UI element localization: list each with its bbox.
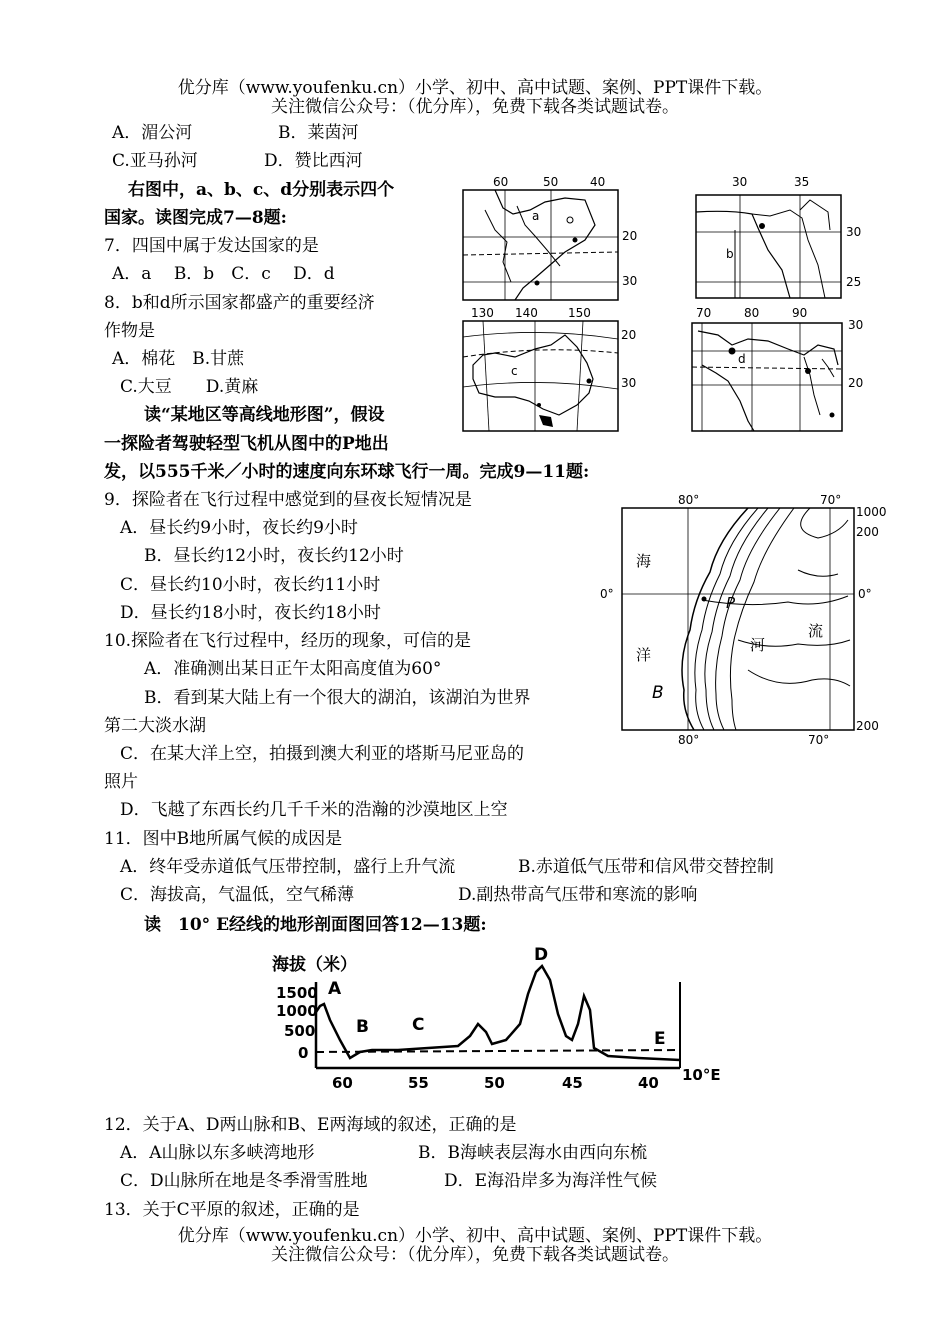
q12-stem: 12．关于A、D两山脉和B、E两海域的叙述，正确的是: [104, 1115, 517, 1135]
header-line-1: 优分库（www.youfenku.cn）小学、初中、高中试题、案例、PPT课件下载。: [177, 78, 773, 98]
q8-stem-1: 8．b和d所示国家都盛产的重要经济: [104, 293, 375, 313]
q12-option-b: B．B海峡表层海水由西向东梳: [418, 1143, 647, 1163]
map-d-lon-80: 80: [744, 306, 760, 320]
q12-option-a: A．A山脉以东多峡湾地形: [120, 1143, 315, 1163]
profile-ytick-1500: 1500: [276, 984, 318, 1002]
contour-river-char-1: 河: [750, 636, 766, 654]
map-d-country-label: d: [738, 352, 746, 366]
q10-option-b-line-1: B．看到某大陆上有一个很大的湖泊，该湖泊为世界: [144, 688, 531, 708]
q9-option-d: D．昼长约18小时，夜长约18小时: [120, 603, 381, 623]
profile-xtick-60: 60: [332, 1074, 353, 1092]
contour-right-200-bottom: 200: [856, 719, 879, 733]
profile-xtick-45: 45: [562, 1074, 583, 1092]
map-b-lon-30: 30: [732, 175, 748, 189]
q9-option-a: A．昼长约9小时，夜长约9小时: [120, 518, 358, 538]
intro-9-11-line-2: 一探险者驾驶轻型飞机从图中的P地出: [104, 434, 389, 454]
q8-stem-2: 作物是: [104, 321, 155, 341]
profile-xtick-40: 40: [638, 1074, 659, 1092]
contour-bottom-80: 80°: [678, 733, 700, 747]
q8-options-cd: C.大豆 D.黄麻: [120, 377, 259, 397]
profile-point-d: D: [534, 945, 549, 965]
map-a-lon-50: 50: [543, 175, 559, 189]
footer-line-1: 优分库（www.youfenku.cn）小学、初中、高中试题、案例、PPT课件下载。: [177, 1226, 773, 1246]
contour-right-0: 0°: [858, 587, 872, 601]
intro-12-13: 读 10° E经线的地形剖面图回答12—13题:: [144, 915, 487, 935]
map-c-lat-20: 20: [621, 328, 637, 342]
q10-stem: 10.探险者在飞行过程中，经历的现象，可信的是: [104, 631, 472, 651]
map-c: [455, 305, 635, 435]
q12-option-d: D．E海沿岸多为海洋性气候: [444, 1171, 658, 1191]
q7-options: A．a B．b C．c D．d: [112, 264, 335, 284]
map-a-country-label: a: [532, 209, 540, 223]
contour-sea-char-1: 海: [636, 552, 652, 570]
contour-river-char-2: 流: [808, 622, 824, 640]
contour-top-70: 70°: [820, 493, 842, 507]
intro-9-11-line-3: 发，以555千米／小时的速度向东环球飞行一周。完成9—11题:: [104, 462, 590, 482]
contour-left-0: 0°: [600, 587, 614, 601]
q10-option-b-line-2: 第二大淡水湖: [104, 716, 206, 736]
map-c-lon-150: 150: [568, 306, 591, 320]
q6-option-c: C.亚马孙河: [112, 151, 198, 171]
q11-option-c: C．海拔高，气温低，空气稀薄: [120, 885, 355, 905]
intro-7-8-line-1: 右图中，a、b、c、d分别表示四个: [128, 180, 395, 200]
map-d-lat-20: 20: [848, 376, 864, 390]
map-c-lat-30: 30: [621, 376, 637, 390]
contour-point-p: P: [726, 594, 736, 612]
map-b-country-label: b: [726, 247, 734, 261]
header-line-2: 关注微信公众号：（优分库），免费下载各类试题试卷。: [271, 97, 679, 117]
map-b-lat-30: 30: [846, 225, 862, 239]
profile-ytick-1000: 1000: [276, 1002, 318, 1020]
q6-option-a: A．湄公河: [112, 123, 193, 143]
profile-ylabel: 海拔（米）: [272, 955, 357, 975]
profile-chart: [268, 940, 738, 1100]
map-b-lon-35: 35: [794, 175, 810, 189]
map-d-lon-90: 90: [792, 306, 808, 320]
map-a-lat-30: 30: [622, 274, 638, 288]
profile-point-c: C: [412, 1015, 425, 1035]
profile-xtick-55: 55: [408, 1074, 429, 1092]
map-b: [690, 170, 870, 305]
profile-point-a: A: [328, 979, 342, 999]
q11-option-d: D.副热带高气压带和寒流的影响: [458, 885, 698, 905]
q11-option-a: A．终年受赤道低气压带控制，盛行上升气流: [120, 857, 456, 877]
q10-option-d: D．飞越了东西长约几千千米的浩瀚的沙漠地区上空: [120, 800, 508, 820]
map-a: [455, 170, 638, 305]
intro-7-8-line-2: 国家。读图完成7—8题:: [104, 208, 287, 228]
contour-right-200-top: 200: [856, 525, 879, 539]
map-d-lon-70: 70: [696, 306, 712, 320]
contour-sea-char-2: 洋: [636, 646, 652, 664]
q13-stem: 13．关于C平原的叙述，正确的是: [104, 1200, 360, 1220]
q9-stem: 9．探险者在飞行过程中感觉到的昼夜长短情况是: [104, 490, 472, 510]
map-a-lon-40: 40: [590, 175, 606, 189]
q10-option-a: A．准确测出某日正午太阳高度值为60°: [144, 659, 442, 679]
profile-point-e: E: [654, 1029, 666, 1049]
q11-stem: 11．图中B地所属气候的成因是: [104, 829, 343, 849]
contour-point-b: B: [652, 683, 664, 703]
map-d-lat-30: 30: [848, 318, 864, 332]
q8-options-ab: A．棉花 B.甘蔗: [112, 349, 245, 369]
q6-option-d: D．赞比西河: [264, 151, 363, 171]
q9-option-b: B．昼长约12小时，夜长约12小时: [144, 546, 404, 566]
q6-option-b: B．莱茵河: [278, 123, 359, 143]
contour-bottom-70: 70°: [808, 733, 830, 747]
q11-option-b: B.赤道低气压带和信风带交替控制: [518, 857, 774, 877]
profile-ytick-500: 500: [284, 1022, 316, 1040]
intro-9-11-line-1: 读“某地区等高线地形图”，假设: [144, 405, 385, 425]
profile-x-unit: 10°E: [682, 1066, 721, 1084]
map-b-lat-25: 25: [846, 275, 862, 289]
contour-top-80: 80°: [678, 493, 700, 507]
q10-option-c-line-1: C．在某大洋上空，拍摄到澳大利亚的塔斯马尼亚岛的: [120, 744, 525, 764]
contour-right-1000: 1000: [856, 505, 887, 519]
map-c-lon-130: 130: [471, 306, 494, 320]
profile-ytick-0: 0: [298, 1044, 309, 1062]
map-a-lat-20: 20: [622, 229, 638, 243]
map-d: [688, 305, 873, 435]
q9-option-c: C．昼长约10小时，夜长约11小时: [120, 575, 381, 595]
q12-option-c: C．D山脉所在地是冬季滑雪胜地: [120, 1171, 368, 1191]
profile-point-b: B: [356, 1017, 369, 1037]
profile-xtick-50: 50: [484, 1074, 505, 1092]
q10-option-c-line-2: 照片: [104, 772, 138, 792]
contour-map: [598, 490, 888, 750]
map-c-lon-140: 140: [515, 306, 538, 320]
map-a-lon-60: 60: [493, 175, 509, 189]
map-c-country-label: c: [511, 364, 518, 378]
q7-stem: 7．四国中属于发达国家的是: [104, 236, 319, 256]
footer-line-2: 关注微信公众号：（优分库），免费下载各类试题试卷。: [271, 1245, 679, 1265]
